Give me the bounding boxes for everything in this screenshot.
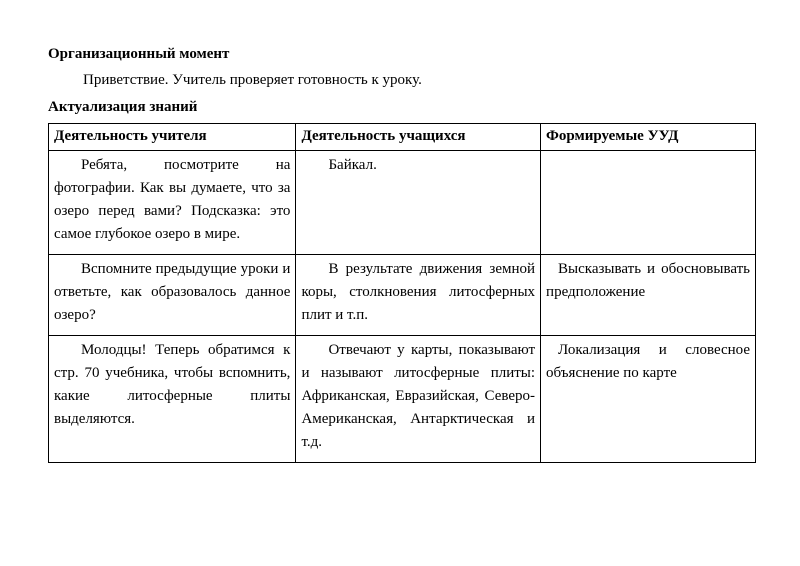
cell-uud <box>541 151 756 255</box>
cell-uud <box>541 336 756 463</box>
lesson-plan-table <box>48 123 756 463</box>
table-header-row <box>49 124 756 151</box>
paragraph-greeting: Приветствие. Учитель проверяет готовность к уроку. <box>83 72 422 88</box>
cell-text: В результате движения земной коры, столкновения литосферных плит и т.п. <box>301 261 536 323</box>
section-heading-actualization: Актуализация знаний <box>48 99 198 115</box>
table-row <box>49 255 756 336</box>
cell-teacher-activity <box>49 336 296 463</box>
column-header-teacher-activity: Деятельность учителя <box>49 124 296 151</box>
cell-student-activity <box>296 255 541 336</box>
cell-student-activity <box>296 336 541 463</box>
cell-teacher-activity <box>49 255 296 336</box>
cell-text: Высказывать и обосновывать предположение <box>546 261 750 300</box>
table-row <box>49 151 756 255</box>
cell-teacher-activity <box>49 151 296 255</box>
cell-text: Вспомните предыдущие уроки и ответьте, как образовалось данное озеро? <box>54 261 291 323</box>
section-heading-org-moment: Организационный момент <box>48 46 230 62</box>
cell-text: Локализация и словесное объяснение по карте <box>546 342 750 381</box>
table-row <box>49 336 756 463</box>
cell-student-activity <box>296 151 541 255</box>
cell-text: Молодцы! Теперь обратимся к стр. 70 учебника, чтобы вспомнить, какие литосферные плиты выделяются. <box>54 342 291 427</box>
column-header-student-activity: Деятельность учащихся <box>296 124 541 151</box>
column-header-uud: Формируемые УУД <box>541 124 756 151</box>
cell-text: Отвечают у карты, показывают и называют литосферные плиты: Африканская, Евразийская, Северо-Американская, Антарктическая и т.д. <box>301 342 536 450</box>
cell-text: Байкал. <box>328 157 377 173</box>
cell-text: Ребята, посмотрите на фотографии. Как вы думаете, что за озеро перед вами? Подсказка: это самое глубокое озеро в мире. <box>54 157 291 242</box>
cell-uud <box>541 255 756 336</box>
